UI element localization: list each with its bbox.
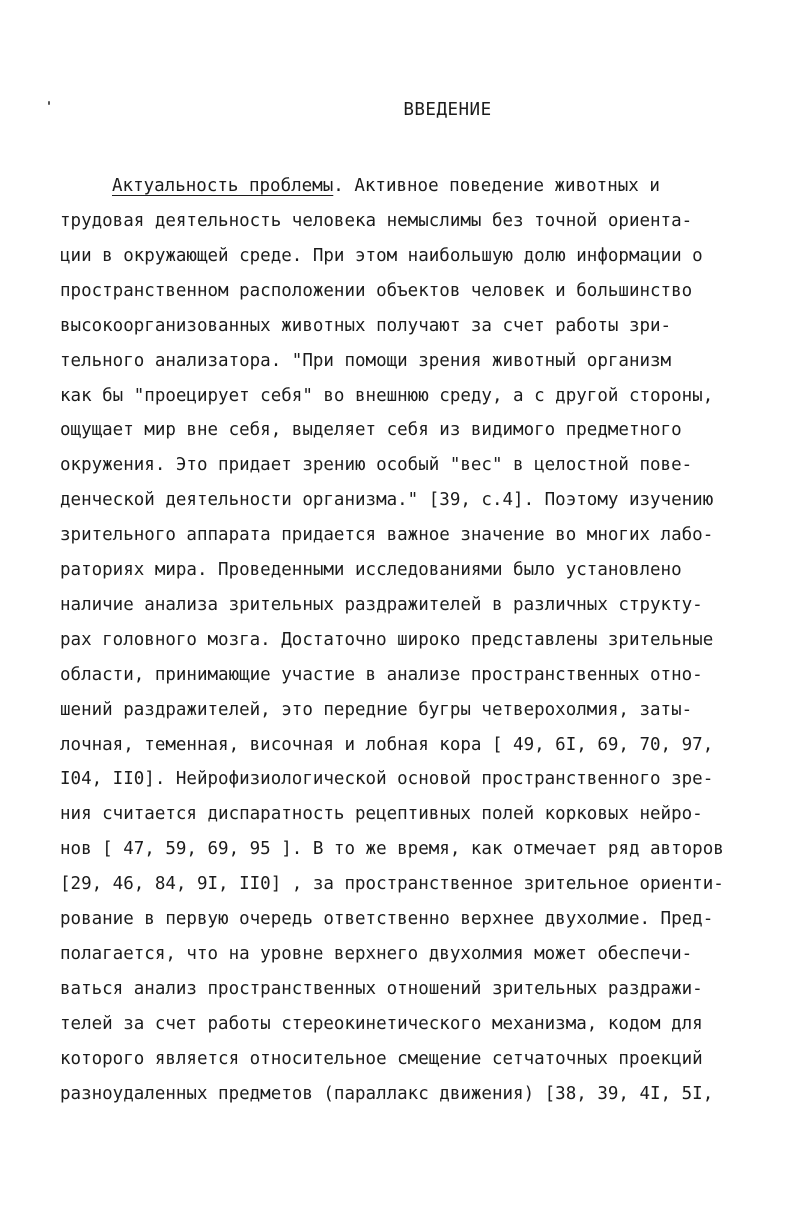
text-line: трудовая деятельность человека немыслимы без точной ориента- [60, 211, 693, 231]
text-line: разноудаленных предметов (параллакс движения) [38, 39, 4I, 5I, [60, 1083, 714, 1104]
text-line: шений раздражителей, это передние бугры четверохолмия, заты- [60, 699, 693, 720]
section-heading: Актуальность проблемы [112, 176, 334, 196]
text-line: ощущает мир вне себя, выделяет себя из видимого предметного [60, 420, 682, 441]
text-line: полагается, что на уровне верхнего двухолмия может обеспечи- [60, 943, 693, 964]
text-line: зрительного аппарата придается важное значение во многих лабо- [60, 525, 714, 546]
first-line [112, 174, 660, 198]
text-line: тельного анализатора. "При помощи зрения животный организм [60, 350, 672, 371]
page-title: ВВЕДЕНИЕ [403, 100, 492, 120]
text-line: лочная, теменная, височная и лобная кора [ 49, 6I, 69, 70, 97, [60, 734, 714, 755]
text-line: ваться анализ пространственных отношений зрительных раздражи- [60, 978, 703, 999]
first-line-text: . Активное поведение животных и [333, 176, 660, 196]
text-line: [29, 46, 84, 9I, II0] , за пространственное зрительное ориенти- [60, 874, 724, 895]
text-line: нов [ 47, 59, 69, 95 ]. В то же время, как отмечает ряд авторов [60, 839, 724, 860]
text-line: которого является относительное смещение сетчаточных проекций [60, 1048, 703, 1069]
text-line: I04, II0]. Нейрофизиологической основой пространственного зре- [60, 769, 714, 790]
text-line: наличие анализа зрительных раздражителей в различных структу- [60, 594, 703, 615]
text-line: как бы "проецирует себя" во внешнюю среду, а с другой стороны, [60, 385, 714, 406]
text-line: окружения. Это придает зрению особый "вес" в целостной пове- [60, 455, 693, 476]
text-line: денческой деятельности организма." [39, с.4]. Поэтому изучению [60, 490, 714, 511]
text-line: пространственном расположении объектов человек и большинство [60, 280, 693, 301]
text-line: ния считается диспаратность рецептивных полей корковых нейро- [60, 804, 703, 825]
text-line: рование в первую очередь ответственно верхнее двухолмие. Пред- [60, 909, 714, 929]
text-line: ции в окружающей среде. При этом наибольшую долю информации о [60, 245, 703, 266]
text-line: раториях мира. Проведенными исследованиями было установлено [60, 560, 682, 580]
text-line: высокоорганизованных животных получают за счет работы зри- [60, 315, 672, 336]
text-line: телей за счет работы стереокинетического механизма, кодом для [60, 1013, 703, 1034]
text-line: рах головного мозга. Достаточно широко представлены зрительные [60, 629, 714, 650]
text-line: области, принимающие участие в анализе пространственных отно- [60, 664, 703, 685]
